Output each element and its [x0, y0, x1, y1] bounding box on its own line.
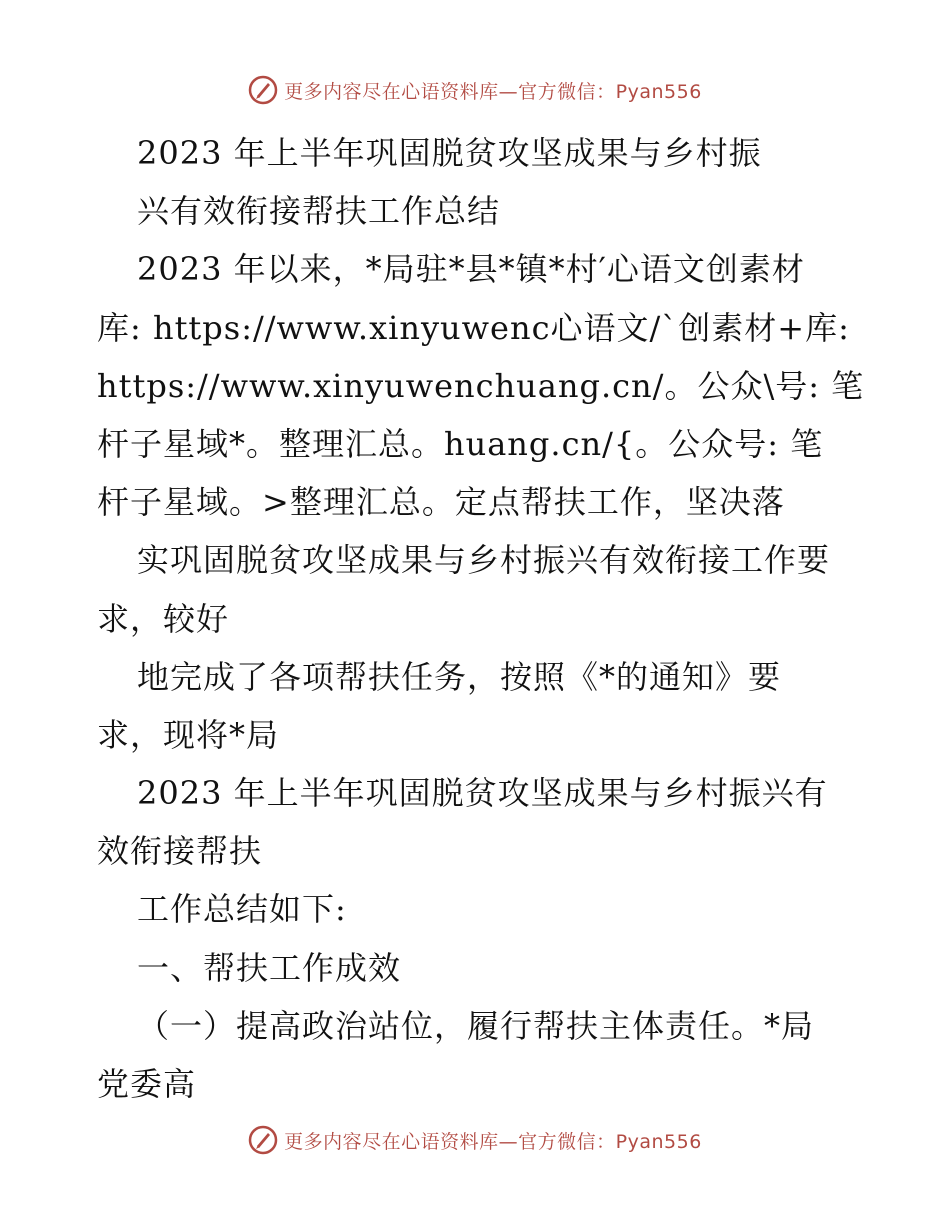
feather-pen-logo-icon — [248, 1125, 278, 1155]
title-line-2: 兴有效衔接帮扶工作总结 — [137, 192, 501, 231]
feather-pen-logo-icon — [248, 75, 278, 105]
paragraph-line: 求，现将*局 — [97, 715, 280, 754]
header-banner-text: 更多内容尽在心语资料库—官方微信：Pyan556 — [284, 80, 702, 103]
header-banner — [0, 72, 950, 108]
paragraph-line: 效衔接帮扶 — [97, 832, 263, 871]
paragraph-line: 工作总结如下: — [137, 890, 347, 929]
paragraph-line: 库: https://www.xinyuwenc心语文/`创素材+库: — [97, 308, 850, 347]
title-line-1: 2023 年上半年巩固脱贫攻坚成果与乡村振 — [137, 134, 762, 172]
paragraph-line: 党委高 — [97, 1065, 197, 1103]
paragraph-line: 求，较好 — [97, 599, 230, 638]
footer-banner-text: 更多内容尽在心语资料库—官方微信：Pyan556 — [284, 1130, 702, 1153]
paragraph-line: https://www.xinyuwenchuang.cn/。公众\号: 笔 — [97, 366, 865, 405]
paragraph-line: 2023 年上半年巩固脱贫攻坚成果与乡村振兴有 — [137, 774, 828, 813]
paragraph-line: 地完成了各项帮扶任务，按照《*的通知》要 — [137, 657, 782, 696]
paragraph-line: 杆子星域*。整理汇总。huang.cn/{。公众号: 笔 — [97, 424, 824, 463]
footer-banner — [0, 1122, 950, 1158]
document-body — [97, 124, 865, 1113]
section-heading: 一、帮扶工作成效 — [137, 948, 402, 987]
paragraph-line: 杆子星域。>整理汇总。定点帮扶工作，坚决落 — [97, 483, 785, 522]
paragraph-line: 2023 年以来，*局驻*县*镇*村′心语文创素材 — [137, 250, 805, 289]
subsection-heading: （一）提高政治站位，履行帮扶主体责任。*局 — [137, 1006, 815, 1045]
paragraph-line: 实巩固脱贫攻坚成果与乡村振兴有效衔接工作要 — [137, 541, 831, 580]
